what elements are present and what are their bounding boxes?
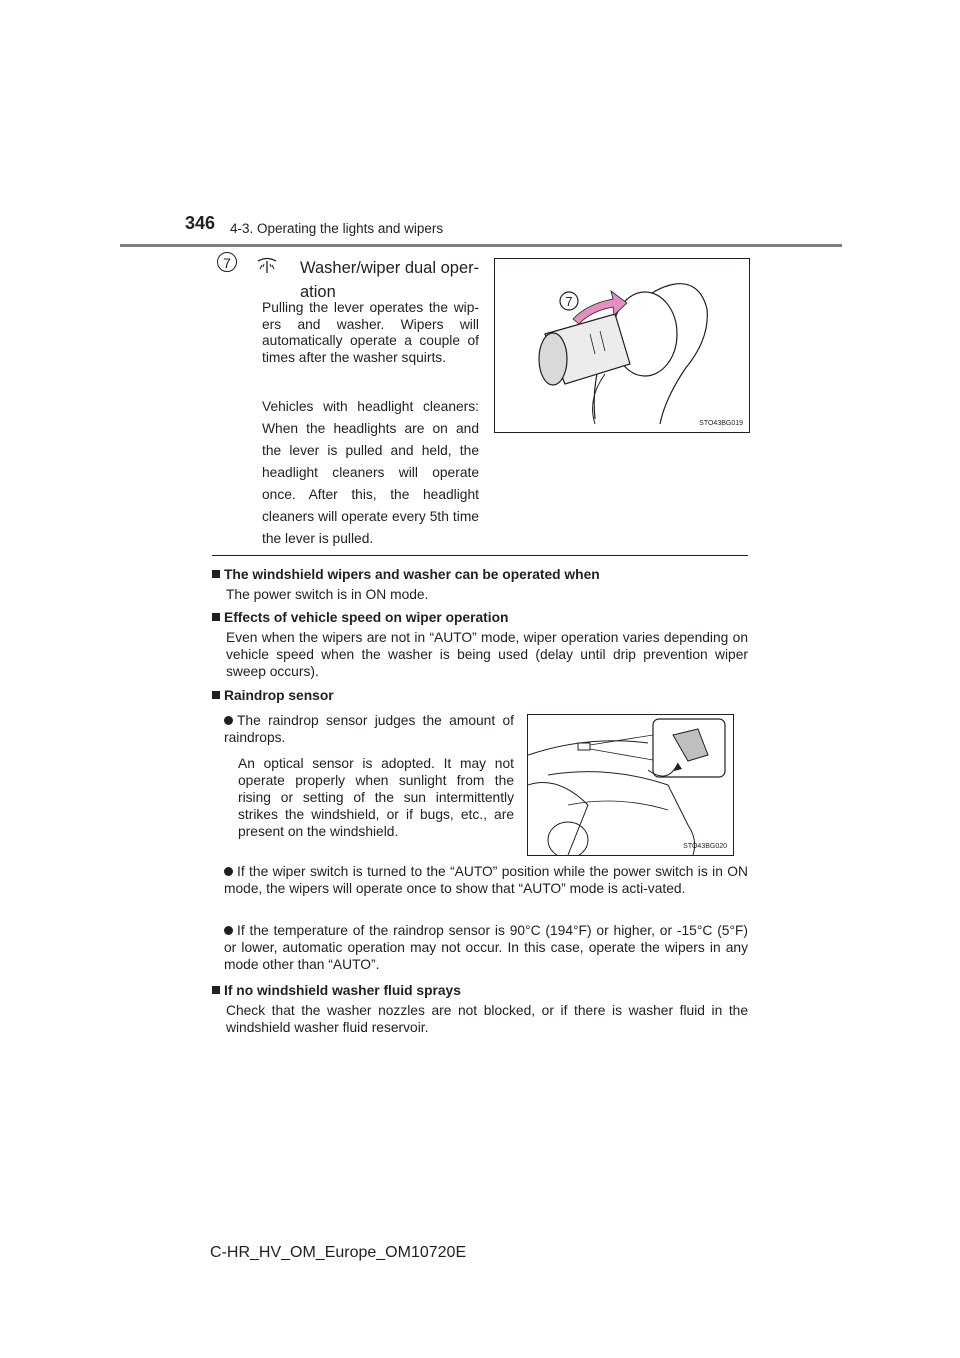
figure-code: STO43BG020 bbox=[683, 843, 727, 850]
item-description: Pulling the lever operates the wip-ers and washer. Wipers will automatically operate a couple of times after the washer squirts. bbox=[262, 300, 479, 365]
page-number: 346 bbox=[185, 213, 216, 233]
headlight-cleaner-note: Vehicles with headlight cleaners: When the headlights are on and the lever is pulled and held, the headlight cleaners will operate once. After this, the headlight cleaners will operate every 5th time the lever is pulled. bbox=[262, 399, 479, 546]
raindrop-sensor-drawing bbox=[528, 715, 733, 855]
note-body: Even when the wipers are not in “AUTO” mode, wiper operation varies depending on vehicle speed when the washer is being used (delay until drip prevention wiper sweep occurs). bbox=[226, 630, 748, 679]
note-body: Check that the washer nozzles are not blocked, or if there is washer fluid in the windshield washer fluid reservoir. bbox=[226, 1003, 748, 1035]
section-title: 4-3. Operating the lights and wipers bbox=[230, 221, 444, 236]
raindrop-sensor-illustration bbox=[527, 714, 734, 856]
square-bullet-icon bbox=[212, 986, 220, 994]
note-heading: Raindrop sensor bbox=[212, 687, 334, 704]
square-bullet-icon bbox=[212, 570, 220, 578]
round-bullet-icon bbox=[224, 867, 233, 876]
raindrop-bullet: The raindrop sensor judges the amount of raindrops. bbox=[224, 713, 514, 745]
fig1-callout: 7 bbox=[565, 294, 573, 309]
square-bullet-icon bbox=[212, 691, 220, 699]
item-number-badge: 7 bbox=[217, 252, 237, 272]
note-heading: If no windshield washer fluid sprays bbox=[212, 982, 461, 999]
notes-divider bbox=[212, 555, 748, 556]
square-bullet-icon bbox=[212, 613, 220, 621]
wiper-lever-illustration bbox=[494, 258, 750, 433]
footer-doc-code: C-HR_HV_OM_Europe_OM10720E bbox=[210, 1244, 467, 1261]
note-heading: Effects of vehicle speed on wiper operation bbox=[212, 609, 508, 626]
raindrop-bullet: If the wiper switch is turned to the “AUTO” position while the power switch is in ON mode, the wipers will operate once to show that “AUTO” mode is acti-vated. bbox=[224, 864, 748, 896]
round-bullet-icon bbox=[224, 716, 233, 725]
washer-wiper-dual-icon bbox=[256, 256, 278, 274]
note-heading: The windshield wipers and washer can be operated when bbox=[212, 566, 600, 583]
raindrop-sub-text: An optical sensor is adopted. It may not operate properly when sunlight from the rising or setting of the sun intermittently strikes the windshield, or if bugs, etc., are present on the windshield. bbox=[238, 756, 514, 839]
header-rule bbox=[120, 244, 842, 247]
wiper-lever-drawing bbox=[495, 259, 749, 432]
note-body: The power switch is in ON mode. bbox=[226, 587, 429, 602]
figure-code: STO43BG019 bbox=[699, 420, 743, 427]
round-bullet-icon bbox=[224, 926, 233, 935]
raindrop-bullet: If the temperature of the raindrop sensor is 90°C (194°F) or higher, or -15°C (5°F) or lower, automatic operation may not occur. In this case, operate the wipers in any mode other than “AUTO”. bbox=[224, 923, 748, 972]
item-title: Washer/wiper dual oper-ation bbox=[300, 259, 480, 301]
